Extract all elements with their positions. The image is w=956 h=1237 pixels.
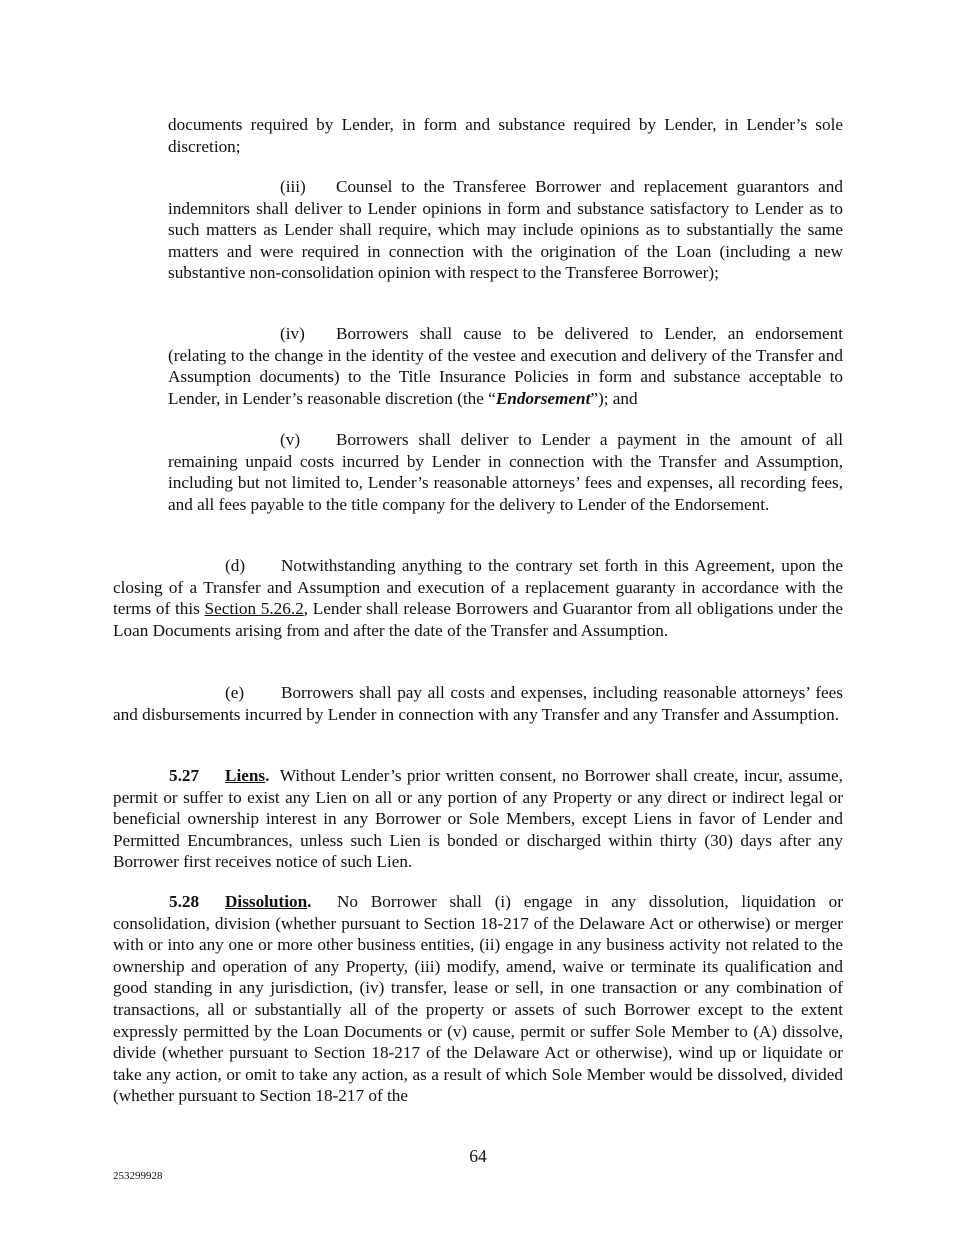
paragraph-text: Borrowers shall deliver to Lender a payment in the amount of all remaining unpaid costs incurred by Lender in connection with the Transfer and Assumption, including but not limited to, Lender’s reasonable attorneys’ fees and expenses, all recording fees, and all fees payable to the title company for the delivery to Lender of the Endorsement.: [168, 430, 843, 514]
paragraph-text: Borrowers shall pay all costs and expenses, including reasonable attorneys’ fees and disbursements incurred by Lender in connection with any Transfer and any Transfer and Assumption.: [113, 683, 843, 724]
item-label: (iii): [280, 177, 306, 196]
section-title-punct: .: [265, 766, 270, 785]
page-number: 64: [469, 1146, 487, 1166]
paragraph-text: documents required by Lender, in form and substance required by Lender, in Lender’s sole discretion;: [168, 115, 843, 156]
section-number: 5.28: [169, 892, 200, 911]
paragraph-iii: [168, 176, 843, 284]
paragraph-continuation: [168, 114, 843, 157]
section-number: 5.27: [169, 766, 200, 785]
section-title-punct: .: [307, 892, 312, 911]
paragraph-d: [113, 555, 843, 641]
paragraph-e: [113, 682, 843, 725]
section-5-27-liens: [113, 765, 843, 873]
paragraph-text: Without Lender’s prior written consent, no Borrower shall create, incur, assume, permit or suffer to exist any Lien on all or any portion of any Property or any direct or indirect legal or beneficial ownership interest in any Borrower or Sole Members, except Liens in favor of Lender and Permitted Encumbrances, unless such Lien is bonded or discharged within thirty (30) days after any Borrower first receives notice of such Lien.: [113, 766, 843, 872]
item-label: (v): [280, 430, 301, 449]
paragraph-text-tail: , Lender shall release Borrowers and Guarantor from all obligations under the Loan Documents arising from and after the date of the Transfer and Assumption.: [113, 599, 843, 640]
item-label: (e): [225, 683, 245, 702]
section-5-28-dissolution: [113, 891, 843, 1107]
item-label: (iv): [280, 324, 305, 343]
paragraph-text: Notwithstanding anything to the contrary set forth in this Agreement, upon the closing of a Transfer and Assumption and execution of a replacement guaranty in accordance with the terms of this: [113, 556, 843, 619]
document-id: 253299928: [113, 1170, 163, 1182]
paragraph-iv: [168, 323, 843, 409]
paragraph-v: [168, 429, 843, 515]
paragraph-text: Counsel to the Transferee Borrower and replacement guarantors and indemnitors shall deliver to Lender opinions in form and substance satisfactory to Lender as to such matters as Lender shall require, which may include opinions as to substantially the same matters and were required in connection with the origination of the Loan (including a new substantive non-consolidation opinion with respect to the Transferee Borrower);: [168, 177, 843, 283]
paragraph-text: No Borrower shall (i) engage in any dissolution, liquidation or consolidation, division (whether pursuant to Section 18-217 of the Delaware Act or otherwise) or merger with or into any one or more other business entities, (ii) engage in any business activity not related to the ownership and operation of any Property, (iii) modify, amend, waive or terminate its qualification and good standing in any jurisdiction, (iv) transfer, lease or sell, in one transaction or any combination of transactions, all or substantially all of the property or assets of such Borrower except to the extent expressly permitted by the Loan Documents or (v) cause, permit or suffer Sole Member to (A) dissolve, divide (whether pursuant to Section 18-217 of the Delaware Act or otherwise), wind up or liquidate or take any action, or omit to take any action, as a result of which Sole Member would be dissolved, divided (whether pursuant to Section 18-217 of the: [113, 892, 843, 1106]
section-reference-link[interactable]: Section 5.26.2: [204, 599, 304, 619]
paragraph-text-tail: ”); and: [590, 388, 638, 408]
paragraph-text: Borrowers shall cause to be delivered to Lender, an endorsement (relating to the change in the identity of the vestee and execution and delivery of the Transfer and Assumption documents) to the Title Insurance Policies in form and substance acceptable to Lender, in Lender’s reasonable discretion (the “: [168, 324, 843, 408]
item-label: (d): [225, 556, 246, 575]
defined-term-endorsement: Endorsement: [495, 388, 591, 408]
section-title: Liens: [225, 766, 266, 785]
section-title: Dissolution: [225, 892, 308, 911]
